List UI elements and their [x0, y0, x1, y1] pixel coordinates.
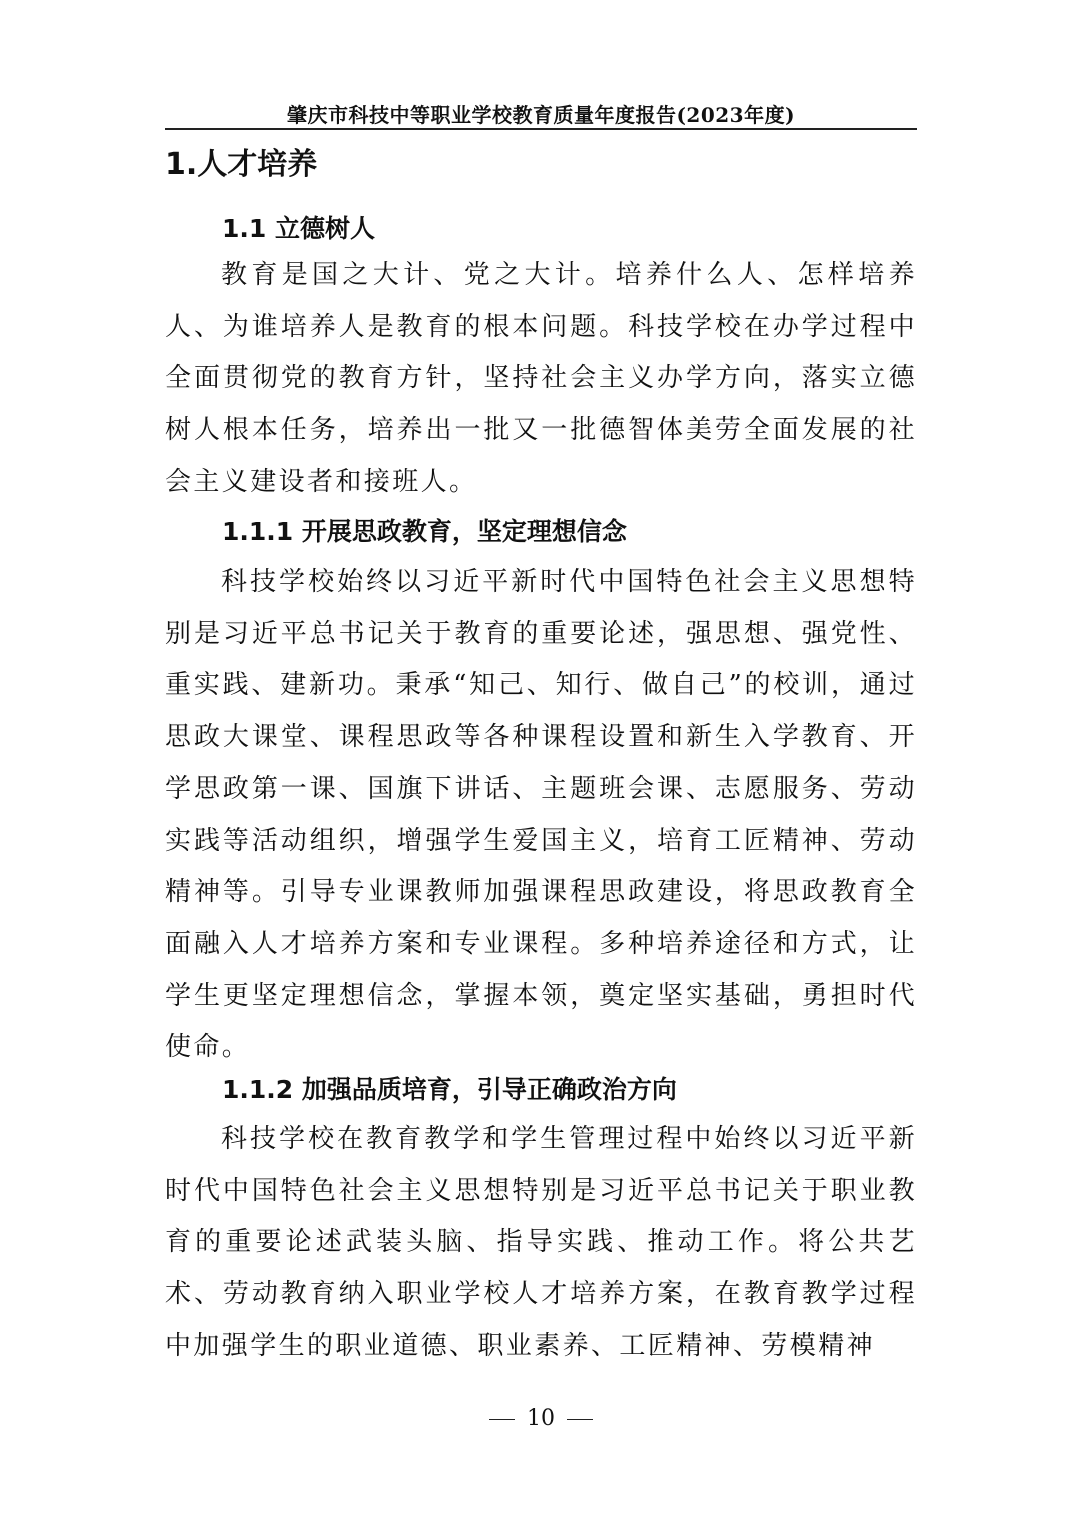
section-title: 1.人才培养 — [165, 147, 318, 182]
page-footer — [165, 1403, 917, 1435]
dash-right — [567, 1419, 593, 1420]
subsection-title: 1.1 立德树人 — [222, 214, 375, 243]
page-number: 10 — [527, 1406, 555, 1431]
body-paragraph: 科技学校在教育教学和学生管理过程中始终以习近平新时代中国特色社会主义思想特别是习近平总书记关于职业教育的重要论述武装头脑、指导实践、推动工作。将公共艺术、劳动教育纳入职业学校人才培养方案，在教育教学过程中加强学生的职业道德、职业素养、工匠精神、劳模精神 — [165, 1124, 917, 1361]
running-header: 肇庆市科技中等职业学校教育质量年度报告(2023年度) — [286, 103, 796, 127]
subsubsection-title: 1.1.2 加强品质培育，引导正确政治方向 — [222, 1075, 677, 1104]
body-paragraph: 教育是国之大计、党之大计。培养什么人、怎样培养人、为谁培养人是教育的根本问题。科技学校在办学过程中全面贯彻党的教育方针，坚持社会主义办学方向，落实立德树人根本任务，培养出一批又一批德智体美劳全面发展的社会主义建设者和接班人。 — [165, 260, 917, 497]
body-paragraph: 科技学校始终以习近平新时代中国特色社会主义思想特别是习近平总书记关于教育的重要论述，强思想、强党性、重实践、建新功。秉承“知己、知行、做自己”的校训，通过思政大课堂、课程思政等各种课程设置和新生入学教育、开学思政第一课、国旗下讲话、主题班会课、志愿服务、劳动实践等活动组织，增强学生爱国主义，培育工匠精神、劳动精神等。引导专业课教师加强课程思政建设，将思政教育全面融入人才培养方案和专业课程。多种培养途径和方式，让学生更坚定理想信念，掌握本领，奠定坚实基础，勇担时代使命。 — [165, 567, 917, 1063]
dash-left — [489, 1419, 515, 1420]
header-rule — [165, 128, 917, 130]
subsubsection-title: 1.1.1 开展思政教育，坚定理想信念 — [222, 517, 627, 546]
